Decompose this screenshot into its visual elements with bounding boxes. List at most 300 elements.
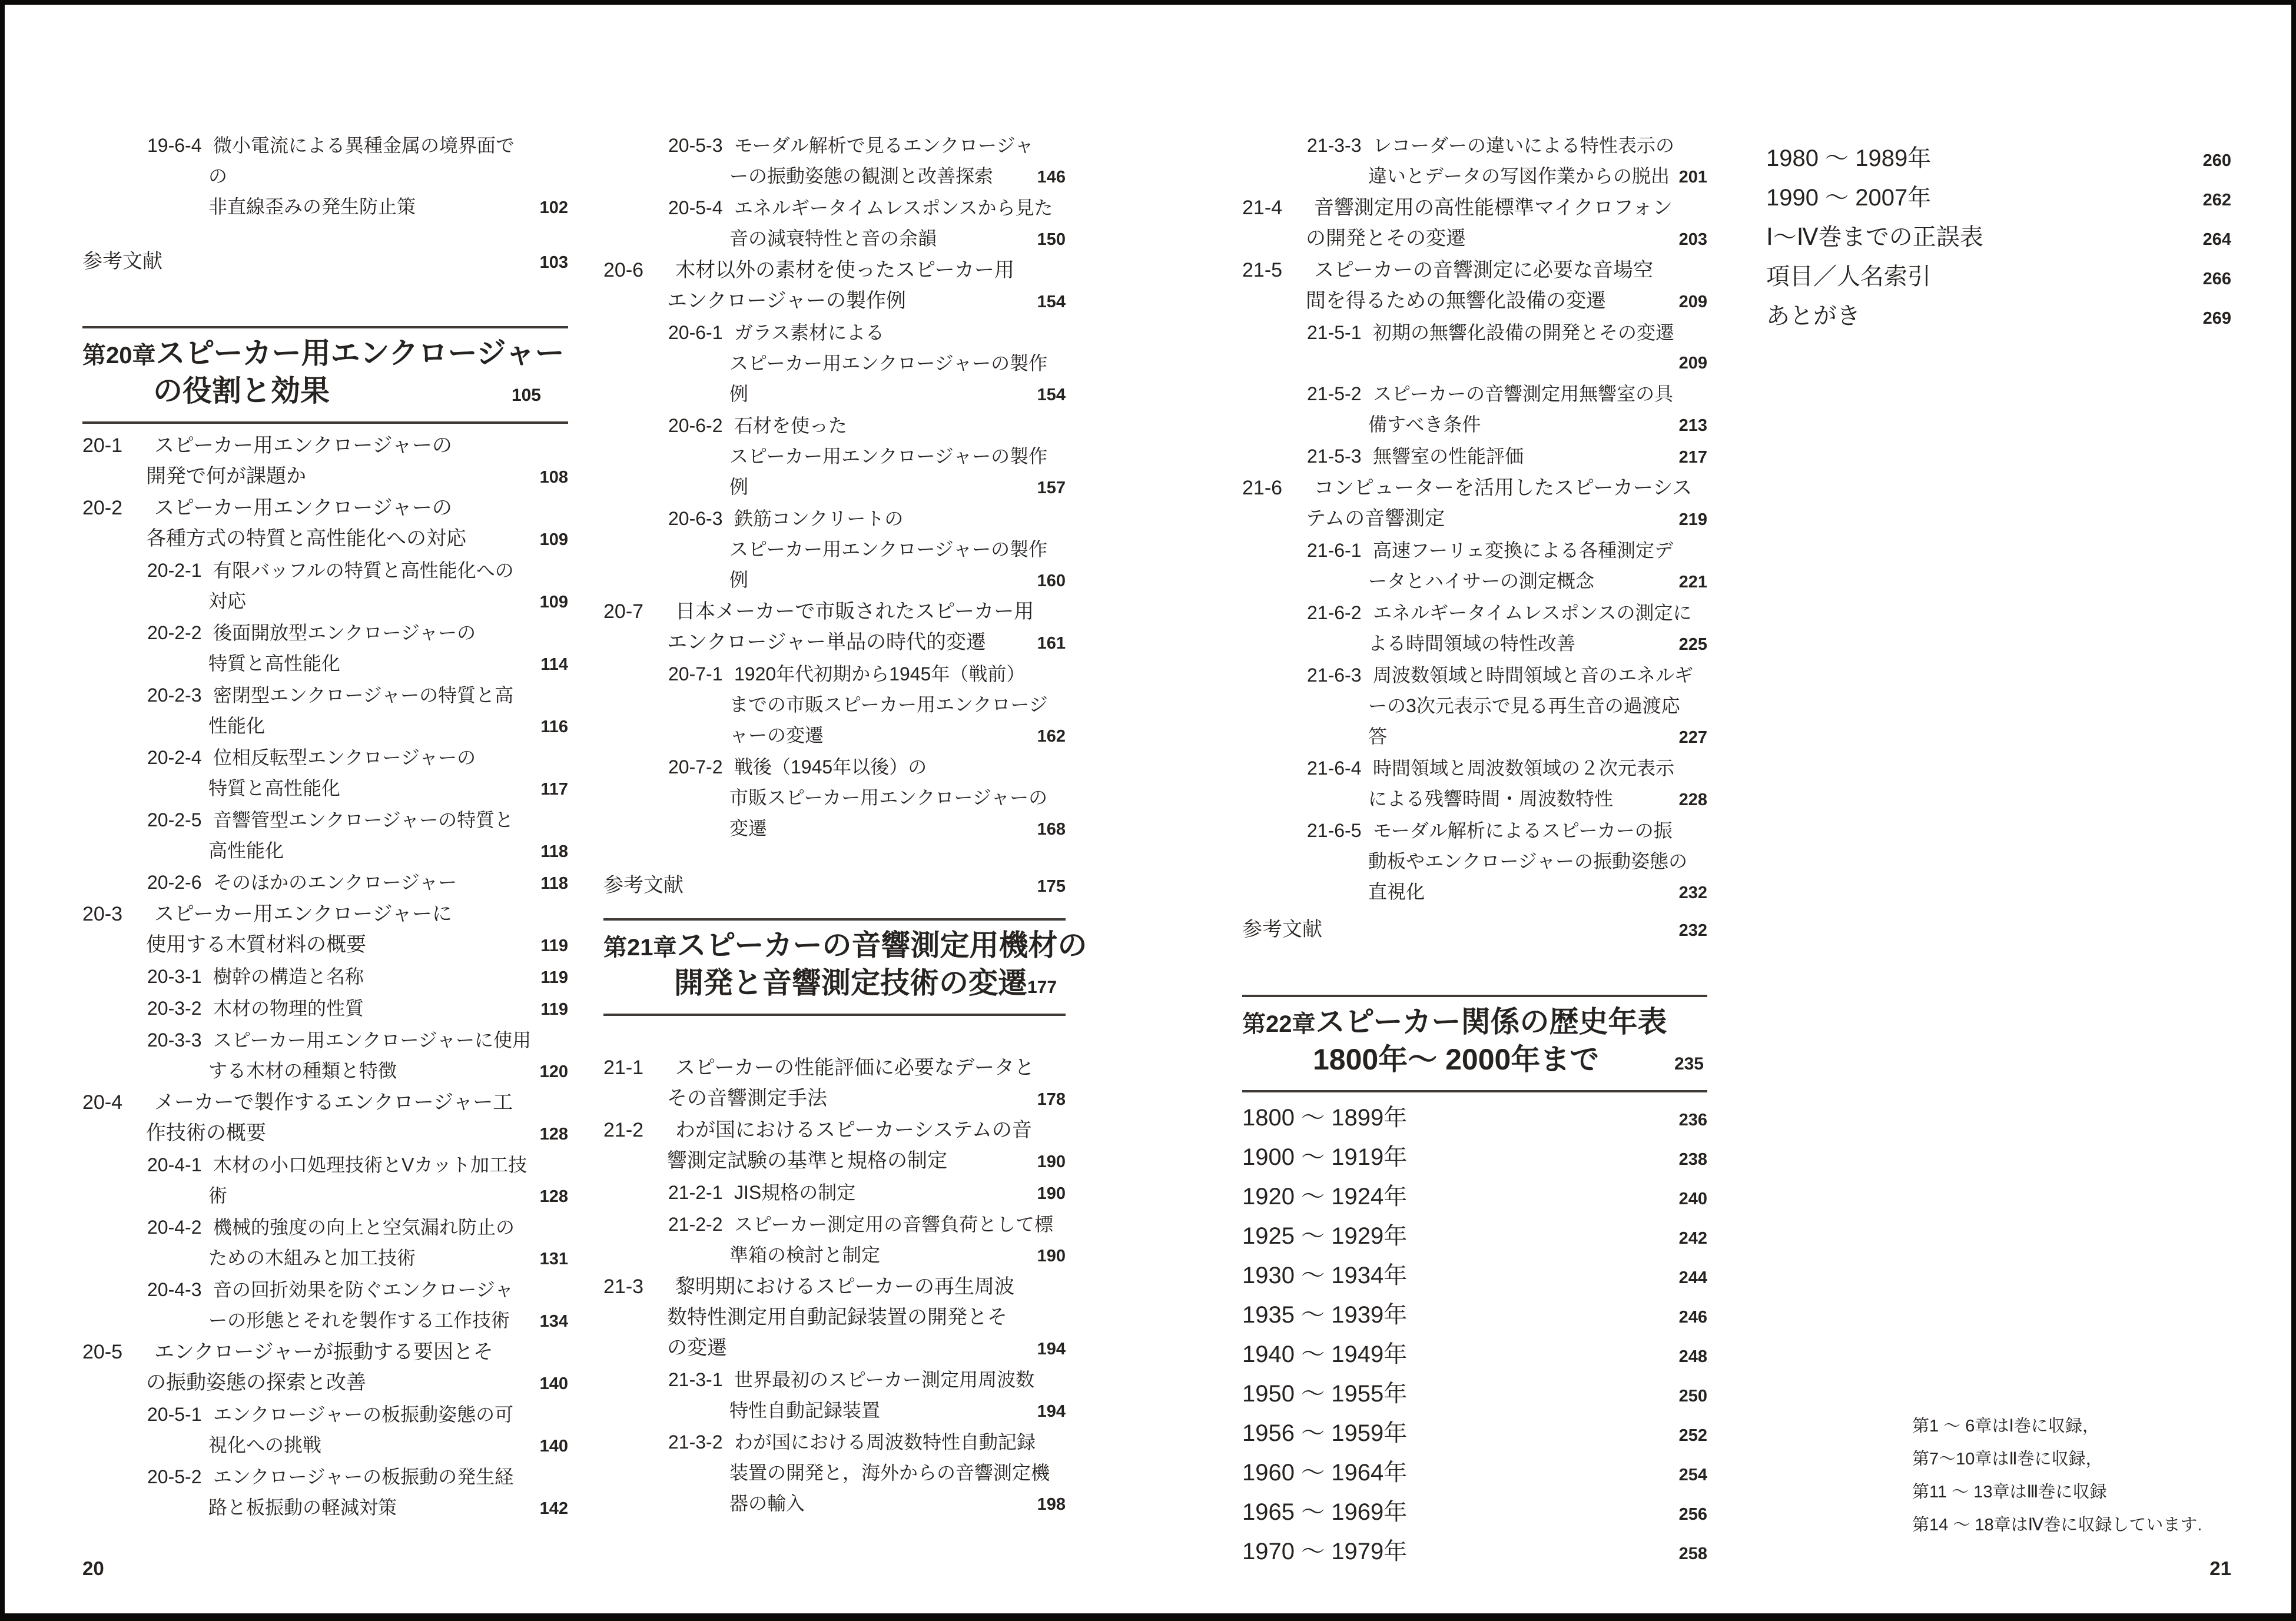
toc-line (1242, 255, 1707, 285)
toc-entry-text: による残響時間・周波数特性 (1368, 788, 1614, 809)
toc-entry-number: 21-1 (603, 1057, 644, 1079)
toc-line (603, 564, 1066, 596)
toc-line (1242, 348, 1707, 378)
year-range-text: 1900 ～ 1919年 (1242, 1144, 1408, 1170)
toc-entry-text: ーの振動姿態の観測と改善探索 (729, 165, 994, 187)
toc-entry-text: 準箱の検討と制定 (729, 1244, 881, 1265)
toc-page-number: 154 (1037, 386, 1066, 404)
toc-line (82, 867, 568, 899)
toc-entry-text: 鉄筋コンクリートの (734, 508, 904, 529)
toc-page-number: 128 (539, 1125, 568, 1144)
chapter-title-line (603, 965, 1066, 1005)
toc-entry-text: 無響室の性能評価 (1373, 446, 1524, 467)
toc-entry-text: 後面開放型エンクロージャーの (213, 622, 476, 643)
toc-entry-text: 石材を使った (734, 415, 848, 436)
toc-page-number: 102 (539, 198, 568, 217)
page-number-left: 20 (82, 1557, 104, 1579)
toc-entry-text: エンクロージャーが振動する要因とそ (154, 1341, 493, 1363)
toc-line (603, 1145, 1066, 1177)
toc-line (82, 1367, 568, 1399)
year-range-text: 1800 ～ 1899年 (1242, 1105, 1408, 1131)
toc-line (603, 378, 1066, 410)
toc-page-number: 116 (540, 718, 568, 736)
toc-line (1242, 566, 1707, 597)
year-range-row (1242, 1139, 1707, 1178)
toc-line (603, 1302, 1066, 1333)
chapter-number-label: 第22章 (1242, 1011, 1316, 1037)
toc-entries-ch20-cont (603, 130, 1066, 845)
toc-page-number: 232 (1678, 883, 1707, 902)
toc-page-number: 225 (1678, 635, 1707, 654)
toc-line (82, 1492, 568, 1524)
references-row (1242, 914, 1707, 946)
toc-entry-number: 20-2-5 (147, 809, 202, 831)
toc-line (1242, 628, 1707, 660)
toc-entry-text: スピーカー用エンクロージャーの製作 (729, 446, 1048, 467)
toc-entry-text: エネルギータイムレスポンスの測定に (1373, 602, 1692, 623)
toc-line (82, 130, 568, 161)
toc-line (603, 410, 1066, 441)
toc-line (1242, 441, 1707, 473)
toc-line (82, 1399, 568, 1430)
chapter-title-line (1242, 1042, 1707, 1082)
toc-page-number: 252 (1678, 1426, 1707, 1445)
toc-entry-text: の (208, 165, 228, 187)
toc-page-number: 109 (539, 530, 568, 549)
toc-entry-text: 音の減衰特性と音の余韻 (729, 228, 937, 249)
year-range-row (1242, 1100, 1707, 1139)
toc-entry-number: 20-5-1 (147, 1404, 202, 1425)
toc-line (82, 929, 568, 961)
toc-entry-text: 木材の小口処理技術とVカット加工技 (213, 1154, 527, 1175)
toc-line (603, 441, 1066, 471)
toc-line (603, 689, 1066, 720)
toc-line (603, 1333, 1066, 1364)
toc-entry-number: 20-3-3 (147, 1029, 202, 1051)
toc-entries-19-6 (82, 130, 568, 223)
toc-entry-text: 初期の無響化設備の開発とその変遷 (1373, 322, 1675, 343)
toc-line (82, 1180, 568, 1212)
toc-page-number: 117 (540, 780, 568, 799)
toc-line (82, 191, 568, 223)
toc-entry-text: 日本メーカーで市販されたスピーカー用 (675, 600, 1034, 623)
toc-entry-text: 音響測定用の高性能標準マイクロフォン (1314, 197, 1673, 219)
toc-entry-text: 音響管型エンクロージャーの特質と (213, 809, 514, 831)
references-label: 参考文献 (1242, 918, 1322, 941)
toc-line (1242, 597, 1707, 628)
toc-page-number: 157 (1037, 479, 1066, 497)
toc-page-number: 146 (1037, 168, 1066, 187)
toc-page-number: 219 (1678, 510, 1707, 529)
toc-line (1242, 223, 1707, 255)
chapter-page-number: 177 (1027, 978, 1057, 997)
toc-page-number: 119 (540, 968, 568, 987)
toc-entry-text: 間を得るための無響化設備の変遷 (1306, 290, 1606, 312)
chapter-number-label: 第20章 (82, 343, 156, 368)
toc-entry-text: 性能化 (208, 715, 266, 736)
toc-entry-text: スピーカーの性能評価に必要なデータと (675, 1057, 1034, 1079)
toc-entry-text: 戦後（1945年以後）の (734, 756, 927, 778)
year-range-text: あとがき (1766, 303, 1860, 329)
toc-entry-number: 21-5 (1242, 259, 1283, 281)
toc-entry-text: 器の輸入 (729, 1493, 805, 1514)
toc-page-number: 232 (1678, 921, 1707, 940)
year-range-row (1242, 1178, 1707, 1218)
toc-line (603, 782, 1066, 813)
toc-page-number: 262 (2202, 191, 2231, 210)
toc-entry-number: 20-5 (82, 1341, 123, 1363)
toc-entry-text: メーカーで製作するエンクロージャー工 (154, 1091, 513, 1114)
toc-entry-text: よる時間領域の特性改善 (1368, 633, 1576, 654)
toc-entry-number: 20-4-1 (147, 1154, 202, 1175)
year-range-text: 1970 ～ 1979年 (1242, 1539, 1408, 1564)
year-range-row (1766, 298, 2231, 337)
toc-line (603, 255, 1066, 285)
toc-line (603, 534, 1066, 564)
toc-entry-text: 術 (208, 1185, 228, 1206)
toc-entry-text: 例 (729, 383, 749, 404)
toc-entry-text: その音響測定手法 (667, 1087, 827, 1110)
toc-entry-text: スピーカー測定用の音響負荷として標 (734, 1214, 1054, 1235)
toc-entry-text: スピーカーの音響測定用無響室の具 (1373, 383, 1674, 404)
toc-line (82, 899, 568, 929)
toc-entry-text: 作技術の概要 (146, 1122, 266, 1144)
toc-entry-number: 20-2-3 (147, 685, 202, 706)
toc-entry-text: エンクロージャー単品の時代的変遷 (667, 631, 986, 653)
toc-line (603, 596, 1066, 627)
year-range-row (1766, 180, 2231, 219)
toc-page-number: 108 (539, 468, 568, 487)
year-range-row (1766, 219, 2231, 258)
toc-entry-text: 微小電流による異種金属の境界面で (213, 135, 515, 156)
toc-line (82, 742, 568, 773)
toc-line (603, 813, 1066, 845)
year-range-text: 1960 ～ 1964年 (1242, 1460, 1408, 1486)
toc-line (603, 1488, 1066, 1520)
toc-line (603, 223, 1066, 255)
toc-entry-number: 20-5-2 (147, 1466, 202, 1487)
toc-page-number: 221 (1678, 573, 1707, 592)
chapter-heading-21 (603, 918, 1087, 1016)
toc-entry-number: 21-3-2 (668, 1431, 723, 1453)
toc-entry-number: 21-6-2 (1307, 602, 1362, 623)
toc-entry-number: 19-6-4 (147, 135, 202, 156)
references-line (603, 870, 1066, 902)
toc-entry-text: 特質と高性能化 (208, 653, 341, 674)
toc-line (1242, 378, 1707, 409)
toc-line (82, 1150, 568, 1180)
chapter-title-text: スピーカー関係の歴史年表 (1315, 1005, 1667, 1038)
toc-line (1242, 317, 1707, 348)
toc-entry-text: の振動姿態の探索と改善 (146, 1371, 366, 1394)
toc-entry-text: 木材の物理的性質 (213, 998, 364, 1019)
chapter-title-line (82, 373, 568, 413)
toc-line (603, 1271, 1066, 1302)
toc-entry-text: スピーカー用エンクロージャーの製作 (729, 353, 1048, 374)
toc-column-4 (1766, 0, 2231, 1621)
toc-entry-text: ための木組みと加工技術 (208, 1247, 416, 1268)
toc-page-number: 242 (1678, 1229, 1707, 1248)
chapter-title-text: スピーカーの音響測定用機材の (676, 929, 1087, 962)
toc-line (603, 285, 1066, 317)
chapter-title-line (1242, 1004, 1707, 1042)
year-range-text: 1990 ～ 2007年 (1766, 185, 1932, 211)
toc-page-number: 236 (1678, 1111, 1707, 1130)
toc-page-number: 160 (1037, 572, 1066, 590)
toc-entry-text: 木材以外の素材を使ったスピーカー用 (675, 259, 1014, 281)
toc-entry-text: ーの形態とそれを製作する工作技術 (208, 1310, 510, 1331)
toc-line (82, 773, 568, 805)
toc-line (1242, 846, 1707, 876)
references-label: 参考文献 (603, 874, 684, 896)
toc-line (82, 1212, 568, 1243)
toc-entry-text: エンクロージャーの製作例 (667, 290, 906, 312)
toc-line (1242, 503, 1707, 535)
toc-line (82, 710, 568, 742)
toc-page-number: 217 (1678, 448, 1707, 467)
toc-line (603, 130, 1066, 161)
toc-entry-text: 黎明期におけるスピーカーの再生周波 (675, 1275, 1014, 1298)
volume-note-line: 第1 ～ 6章はⅠ巻に収録， (1912, 1417, 2099, 1436)
toc-page-number: 250 (1678, 1387, 1707, 1406)
toc-page-number: 161 (1037, 634, 1066, 653)
toc-entry-number: 21-4 (1242, 197, 1283, 219)
toc-entry-text: エンクロージャーの板振動姿態の可 (213, 1404, 514, 1425)
toc-entry-number: 20-3 (82, 903, 123, 925)
toc-entry-text: 各種方式の特質と高性能化への対応 (146, 527, 466, 550)
toc-entry-text: わが国における周波数特性自動記録 (734, 1431, 1036, 1453)
toc-entry-text: 高速フーリェ変換による各種測定デ (1373, 540, 1674, 561)
toc-page-number: 119 (540, 1000, 568, 1019)
toc-entry-number: 20-3-1 (147, 966, 202, 987)
toc-line (1242, 721, 1707, 753)
toc-entry-number: 21-5-2 (1307, 383, 1362, 404)
toc-line (82, 1118, 568, 1150)
toc-page-number: 103 (539, 253, 568, 272)
toc-entry-number: 20-7-1 (668, 663, 723, 685)
toc-column-3 (1242, 0, 1707, 1621)
toc-line (603, 1083, 1066, 1115)
toc-entry-text: エネルギータイムレスポンスから見た (734, 197, 1053, 218)
year-range-row (1766, 140, 2231, 180)
toc-page-number: 238 (1678, 1150, 1707, 1169)
toc-entry-text: そのほかのエンクロージャー (213, 872, 457, 893)
toc-entry-number: 20-4 (82, 1091, 123, 1114)
toc-entry-text: 響測定試験の基準と規格の制定 (667, 1150, 947, 1172)
toc-page-number: 240 (1678, 1190, 1707, 1208)
toc-page-number: 190 (1037, 1247, 1066, 1265)
toc-line (1242, 690, 1707, 721)
toc-line (1242, 130, 1707, 161)
toc-line (603, 752, 1066, 782)
toc-line (82, 1430, 568, 1461)
year-range-text: 1920 ～ 1924年 (1242, 1184, 1408, 1210)
toc-entry-text: エンクロージャーの板振動の発生経 (213, 1466, 514, 1487)
toc-line (603, 1457, 1066, 1488)
toc-line (82, 1025, 568, 1055)
toc-page-number: 269 (2202, 309, 2231, 328)
toc-entry-number: 21-3-3 (1307, 135, 1362, 156)
toc-entry-number: 21-6-3 (1307, 665, 1362, 686)
toc-page-number: 260 (2202, 151, 2231, 170)
year-range-text: Ⅰ～Ⅳ巻までの正誤表 (1766, 224, 1983, 250)
toc-entry-text: ガラス素材による (734, 322, 885, 343)
toc-entry-text: までの市販スピーカー用エンクロージ (729, 694, 1048, 715)
toc-column-2 (603, 0, 1087, 1621)
toc-line (82, 648, 568, 680)
toc-line (603, 161, 1066, 192)
toc-line (82, 993, 568, 1025)
toc-entry-number: 21-6 (1242, 477, 1283, 499)
toc-entries-ch21-cont (1242, 130, 1707, 908)
toc-line (1242, 753, 1707, 783)
year-range-text: 1956 ～ 1959年 (1242, 1420, 1408, 1446)
toc-page-number: 140 (539, 1437, 568, 1456)
year-range-row (1242, 1336, 1707, 1376)
toc-line (1242, 660, 1707, 690)
chapter-title-line (82, 336, 568, 373)
year-range-row (1766, 258, 2231, 298)
toc-entry-text: 世界最初のスピーカー測定用周波数 (734, 1369, 1035, 1390)
toc-page-number: 119 (540, 936, 568, 955)
year-range-row (1242, 1454, 1707, 1494)
toc-line (82, 493, 568, 523)
toc-line (1242, 285, 1707, 317)
toc-line (82, 1087, 568, 1118)
toc-entry-number: 20-2-2 (147, 622, 202, 643)
toc-page-number: 128 (539, 1187, 568, 1206)
toc-entry-text: 密閉型エンクロージャーの特質と高 (213, 685, 514, 706)
toc-entry-text: 市販スピーカー用エンクロージャーの (729, 787, 1048, 808)
year-range-row (1242, 1533, 1707, 1573)
year-range-row (1242, 1218, 1707, 1257)
year-range-row (1242, 1257, 1707, 1297)
toc-entry-text: テムの音響測定 (1306, 507, 1445, 530)
toc-line (82, 586, 568, 617)
toc-entry-text: 音の回折効果を防ぐエンクロージャ (213, 1279, 514, 1300)
toc-entry-text: 直視化 (1368, 881, 1425, 902)
toc-entry-text: わが国におけるスピーカーシステムの音 (675, 1119, 1032, 1141)
volume-note (1912, 1410, 2202, 1542)
toc-page-number: 264 (2202, 230, 2231, 249)
toc-entry-text: 機械的強度の向上と空気漏れ防止の (213, 1217, 515, 1238)
toc-page-number: 256 (1678, 1505, 1707, 1524)
toc-page-number: 198 (1037, 1495, 1066, 1514)
volume-note-line: 第11 ～ 13章はⅢ巻に収録 (1912, 1483, 2107, 1502)
toc-entry-number: 20-2-6 (147, 872, 202, 893)
toc-page-number: 203 (1678, 230, 1707, 249)
toc-page-number: 227 (1678, 728, 1707, 747)
toc-line (603, 1395, 1066, 1427)
chapter-number-label: 第21章 (603, 935, 677, 961)
toc-entry-text: 特質と高性能化 (208, 778, 341, 799)
toc-entry-number: 20-6 (603, 259, 644, 281)
toc-entry-text: 変遷 (729, 818, 768, 839)
toc-line (82, 1461, 568, 1492)
toc-entry-text: の開発とその変遷 (1306, 227, 1466, 250)
toc-line (1242, 876, 1707, 908)
toc-entry-number: 20-2-1 (147, 560, 202, 581)
toc-entry-text: 数特性測定用自動記録装置の開発とそ (667, 1306, 1007, 1328)
year-range-text: 1925 ～ 1929年 (1242, 1223, 1408, 1249)
toc-page-number: 175 (1037, 877, 1066, 896)
toc-page-number: 178 (1037, 1090, 1066, 1109)
toc-entry-text: 答 (1368, 726, 1388, 747)
toc-entry-text: 樹幹の構造と名称 (213, 966, 364, 987)
toc-entry-text: する木材の種類と特徴 (208, 1060, 397, 1081)
toc-page-number: 162 (1037, 727, 1066, 746)
toc-entry-text: 時間領域と周波数領域の２次元表示 (1373, 758, 1675, 779)
toc-entry-number: 20-5-3 (668, 135, 723, 156)
toc-page-number: 120 (539, 1062, 568, 1081)
toc-line (82, 1055, 568, 1087)
toc-line (82, 1243, 568, 1274)
toc-entry-text: 高性能化 (208, 840, 284, 861)
toc-page-number: 201 (1678, 168, 1707, 187)
page-number-right: 21 (2209, 1557, 2231, 1579)
references-line (82, 246, 568, 278)
toc-entry-text: 非直線歪みの発生防止策 (208, 196, 416, 217)
toc-entry-number: 20-7 (603, 600, 644, 623)
toc-line (82, 1337, 568, 1367)
toc-entry-text: 例 (729, 476, 749, 497)
toc-entry-text: モーダル解析で見るエンクロージャ (734, 135, 1034, 156)
toc-entry-text: 路と板振動の軽減対策 (208, 1497, 397, 1518)
toc-entry-text: スピーカー用エンクロージャーの (154, 497, 452, 519)
volume-note-line: 第14 ～ 18章はⅣ巻に収録しています. (1912, 1516, 2202, 1534)
toc-page-number: 266 (2202, 270, 2231, 288)
toc-page-number: 134 (539, 1312, 568, 1331)
toc-line (1242, 815, 1707, 846)
year-range-row (1242, 1376, 1707, 1415)
toc-entry-number: 20-7-2 (668, 756, 723, 778)
toc-entry-text: モーダル解析によるスピーカーの振 (1373, 820, 1673, 841)
toc-page-number: 244 (1678, 1268, 1707, 1287)
references-row (82, 246, 568, 278)
toc-line (603, 348, 1066, 378)
toc-line (603, 1209, 1066, 1240)
toc-line (82, 161, 568, 191)
toc-entry-number: 20-1 (82, 434, 123, 457)
chapter-title-line (603, 928, 1087, 965)
toc-entry-text: 特性自動記録装置 (729, 1400, 881, 1421)
toc-page-number: 246 (1678, 1308, 1707, 1327)
toc-entry-number: 21-6-1 (1307, 540, 1362, 561)
toc-line (603, 1364, 1066, 1395)
toc-line (82, 961, 568, 993)
toc-line (82, 555, 568, 586)
toc-page-number: 154 (1037, 293, 1066, 311)
chapter-heading-22 (1242, 995, 1707, 1092)
references-line (1242, 914, 1707, 946)
toc-entry-number: 21-2-1 (668, 1182, 723, 1203)
toc-entry-number: 20-6-2 (668, 415, 723, 436)
chapter-title-text: の役割と効果 (153, 374, 330, 407)
toc-entry-text: スピーカーの音響測定に必要な音場空 (1314, 259, 1653, 281)
toc-entries-ch21 (603, 1052, 1066, 1520)
toc-entry-number: 20-3-2 (147, 998, 202, 1019)
toc-page-number: 194 (1037, 1402, 1066, 1421)
toc-line (603, 317, 1066, 348)
toc-entry-number: 21-2 (603, 1119, 644, 1141)
toc-line (82, 835, 568, 867)
toc-entry-text: 違いとデータの写図作業からの脱出 (1368, 165, 1670, 187)
chapter-page-number: 105 (511, 386, 541, 405)
toc-entry-number: 20-6-1 (668, 322, 723, 343)
toc-page-number: 194 (1037, 1340, 1066, 1358)
toc-entry-text: ーの3次元表示で見る再生音の過渡応 (1368, 695, 1680, 716)
year-range-text: 1980 ～ 1989年 (1766, 145, 1932, 171)
